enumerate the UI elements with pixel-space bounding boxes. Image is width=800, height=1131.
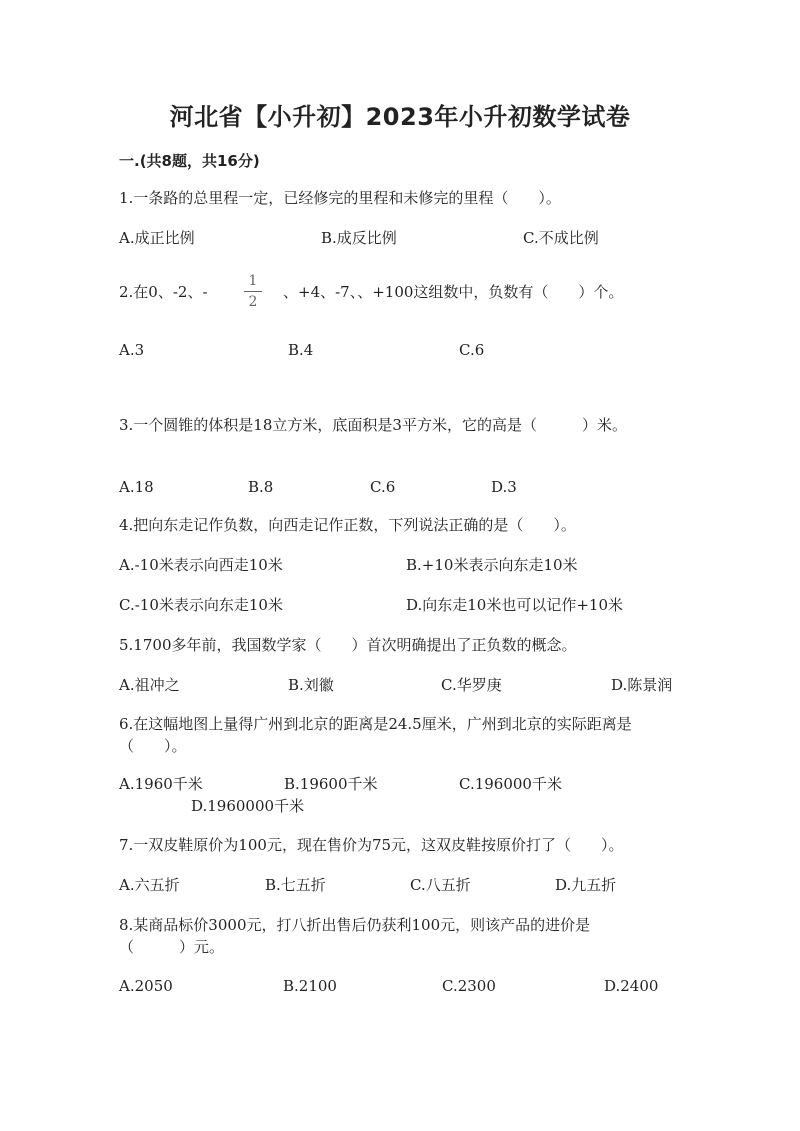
- q4-option-c: C.-10米表示向东走10米: [119, 596, 283, 614]
- q7-option-a: A.六五折: [119, 876, 180, 894]
- q6-option-c: C.196000千米: [459, 775, 562, 793]
- q5-option-a: A.祖冲之: [119, 676, 180, 694]
- q5-option-d: D.陈景润: [611, 676, 673, 694]
- q1-option-b: B.成反比例: [321, 229, 397, 247]
- question-8-line-2: （ ）元。: [119, 938, 225, 956]
- q5-option-b: B.刘徽: [288, 676, 334, 694]
- q8-option-d: D.2400: [604, 977, 659, 995]
- q2-option-b: B.4: [288, 341, 314, 359]
- q8-option-a: A.2050: [119, 977, 173, 995]
- q6-option-b: B.19600千米: [284, 775, 378, 793]
- fraction-numerator: 1: [248, 273, 258, 289]
- question-2-part-a: 2.在0、-2、-: [119, 283, 208, 301]
- q1-option-c: C.不成比例: [523, 229, 599, 247]
- question-5: 5.1700多年前，我国数学家（ ）首次明确提出了正负数的概念。: [119, 636, 577, 654]
- q6-option-d: D.1960000千米: [191, 797, 305, 815]
- question-4: 4.把向东走记作负数，向西走记作正数，下列说法正确的是（ ）。: [119, 516, 576, 534]
- q3-option-d: D.3: [491, 478, 517, 496]
- q5-option-c: C.华罗庚: [441, 676, 502, 694]
- q4-option-b: B.+10米表示向东走10米: [406, 556, 578, 574]
- q3-option-a: A.18: [119, 478, 154, 496]
- q4-option-d: D.向东走10米也可以记作+10米: [406, 596, 624, 614]
- fraction-one-half: [244, 273, 262, 310]
- q2-option-a: A.3: [119, 341, 145, 359]
- fraction-bar: [244, 291, 262, 292]
- q7-option-d: D.九五折: [555, 876, 617, 894]
- q3-option-c: C.6: [370, 478, 396, 496]
- question-3: 3.一个圆锥的体积是18立方米，底面积是3平方米，它的高是（ ）米。: [119, 416, 627, 434]
- question-8-line-1: 8.某商品标价3000元，打八折出售后仍获利100元，则该产品的进价是: [119, 916, 591, 934]
- q6-option-a: A.1960千米: [119, 775, 203, 793]
- question-2-part-b: 、+4、-7、、+100这组数中，负数有（ ）个。: [283, 283, 624, 301]
- q4-option-a: A.-10米表示向西走10米: [119, 556, 283, 574]
- q8-option-c: C.2300: [442, 977, 496, 995]
- question-7: 7.一双皮鞋原价为100元，现在售价为75元，这双皮鞋按原价打了（ ）。: [119, 836, 624, 854]
- q2-option-c: C.6: [459, 341, 485, 359]
- q1-option-a: A.成正比例: [119, 229, 195, 247]
- q8-option-b: B.2100: [283, 977, 337, 995]
- question-6-line-2: （ ）。: [119, 737, 187, 755]
- question-1: 1.一条路的总里程一定，已经修完的里程和未修完的里程（ ）。: [119, 189, 561, 207]
- q3-option-b: B.8: [248, 478, 274, 496]
- fraction-denominator: 2: [248, 294, 258, 310]
- section-heading: 一.(共8题，共16分): [119, 152, 260, 170]
- q7-option-b: B.七五折: [265, 876, 326, 894]
- page-title: 河北省【小升初】2023年小升初数学试卷: [169, 103, 631, 131]
- question-6-line-1: 6.在这幅地图上量得广州到北京的距离是24.5厘米，广州到北京的实际距离是: [119, 715, 632, 733]
- q7-option-c: C.八五折: [410, 876, 471, 894]
